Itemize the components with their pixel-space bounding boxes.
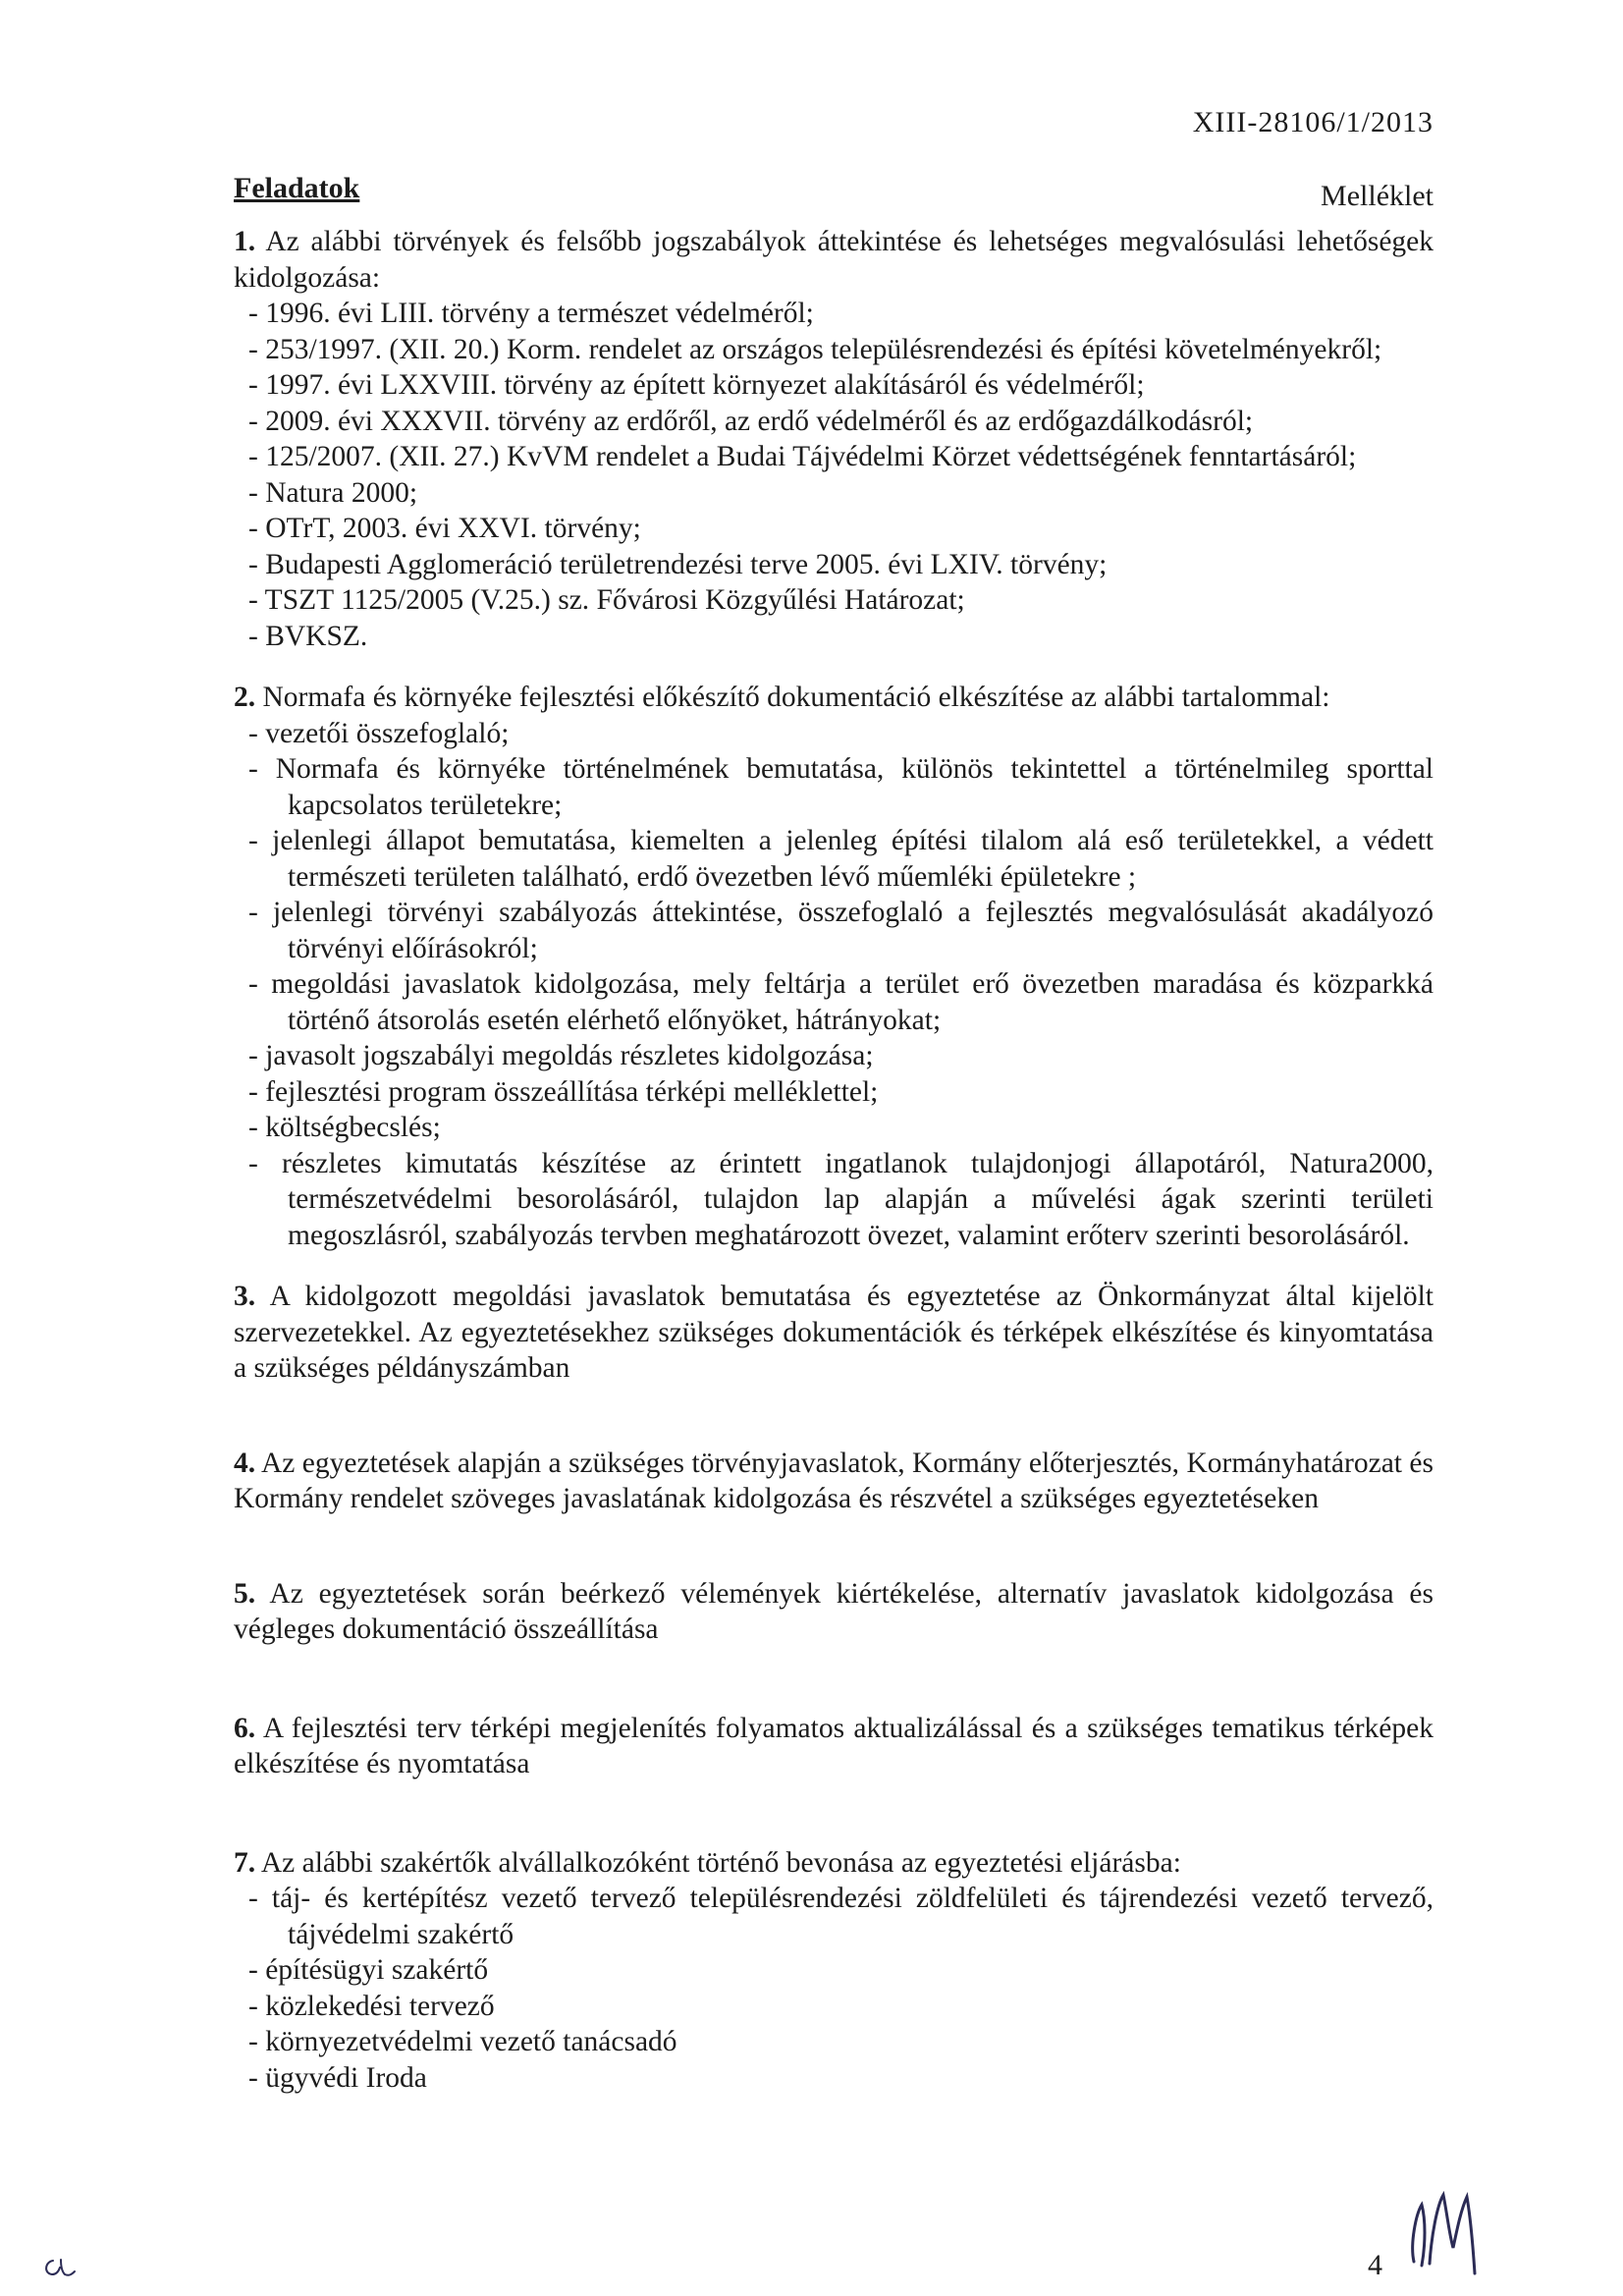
task-7 [234,1845,1434,1882]
page-title: Feladatok [234,172,360,204]
task-number: 7. [234,1846,256,1879]
list-item: - 2009. évi XXXVII. törvény az erdőről, az erdő védelméről és az erdőgazdálkodásról; [248,405,1254,437]
task-text: Az egyeztetések során beérkező vélemények kiértékelése, alternatív javaslatok kidolgozása és végleges dokumentáció összeállítása [234,1577,1434,1645]
task-1-items [234,296,1434,654]
list-item: - közlekedési tervező [248,1990,495,2022]
task-text: Az alábbi törvények és felsőbb jogszabályok áttekintése és lehetséges megvalósulási lehetőségek kidolgozása: [234,226,1434,294]
list-item: - táj- és kertépítész vezető tervező településrendezési zöldfelületi és tájrendezési vezető tervező, tájvédelmi szakértő [248,1883,1434,1950]
task-number: 3. [234,1281,256,1312]
task-7-items [234,1881,1434,2096]
task-number: 1. [234,226,256,257]
task-list [234,224,1434,2096]
task-number: 2. [234,682,256,713]
task-2-items [234,716,1434,1254]
list-item: - TSZT 1125/2005 (V.25.) sz. Fővárosi Közgyűlési Határozat; [248,584,965,616]
task-number: 6. [234,1712,256,1744]
list-item: - Budapesti Agglomeráció területrendezési terve 2005. évi LXIV. törvény; [248,548,1108,580]
handwritten-margin-mark [39,2256,79,2281]
list-item: - fejlesztési program összeállítása térképi melléklettel; [248,1075,879,1108]
task-text: Az egyeztetések alapján a szükséges törvényjavaslatok, Kormány előterjesztés, Kormányhatározat és Kormány rendelet szöveges javaslatának kidolgozása és részvétel a szükséges egyeztetéseken [234,1447,1434,1514]
handwritten-initials [1392,2175,1500,2283]
task-3 [234,1279,1434,1387]
task-text: A kidolgozott megoldási javaslatok bemutatása és egyeztetése az Önkormányzat által kijelölt szervezetekkel. Az egyeztetésekhez szükséges dokumentációk és térképek elkészítése és kinyomtatása a szükséges példányszámban [234,1281,1434,1384]
list-item: - részletes kimutatás készítése az érintett ingatlanok tulajdonjogi állapotáról, Natura2000, természetvédelmi besorolásáról, tulajdon lap alapján a művelési ágak szerinti területi megoszlásról, szabályozás tervben meghatározott övezet, valamint erőterv szerinti besorolásáról. [248,1147,1434,1251]
list-item: - jelenlegi állapot bemutatása, kiemelten a jelenleg építési tilalom alá eső területekkel, a védett természeti területen található, erdő övezetben lévő műemléki épületekre ; [248,825,1434,893]
task-5 [234,1576,1434,1648]
list-item: - környezetvédelmi vezető tanácsadó [248,2026,677,2057]
list-item: - jelenlegi törvényi szabályozás áttekintése, összefoglaló a fejlesztés megvalósulását akadályozó törvényi előírásokról; [248,897,1434,964]
task-text: Az alábbi szakértők alvállalkozóként történő bevonása az egyeztetési eljárásba: [260,1846,1181,1879]
list-item: - megoldási javaslatok kidolgozása, mely feltárja a terület erő övezetben maradása és közparkká történő átsorolás esetén elérhető előnyöket, hátrányokat; [248,968,1434,1036]
list-item: - költségbecslés; [248,1112,441,1143]
list-item: - Normafa és környéke történelmének bemutatása, különös tekintettel a történelmileg sporttal kapcsolatos területekre; [248,753,1434,821]
annex-label: Melléklet [1321,180,1434,212]
list-item: - ügyvédi Iroda [248,2061,427,2094]
task-number: 5. [234,1577,256,1610]
page-number: 4 [1368,2249,1382,2281]
list-item: - 1996. évi LIII. törvény a természet védelméről; [248,298,814,329]
task-1 [234,224,1434,296]
task-6 [234,1711,1434,1782]
task-number: 4. [234,1447,256,1479]
list-item: - 125/2007. (XII. 27.) KvVM rendelet a Budai Tájvédelmi Körzet védettségének fenntartásáról; [248,441,1357,472]
document-number: XIII-28106/1/2013 [1192,106,1434,138]
task-text: A fejlesztési terv térképi megjelenítés folyamatos aktualizálással és a szükséges tematikus térképek elkészítése és nyomtatása [234,1712,1434,1779]
list-item: - javasolt jogszabályi megoldás részletes kidolgozása; [248,1040,874,1071]
list-item: - Natura 2000; [248,476,418,509]
list-item: - vezetői összefoglaló; [248,717,510,749]
list-item: - 253/1997. (XII. 20.) Korm. rendelet az országos településrendezési és építési követelményekről; [248,333,1382,365]
task-text: Normafa és környéke fejlesztési előkészítő dokumentáció elkészítése az alábbi tartalommal: [262,682,1330,713]
list-item: - BVKSZ. [248,620,368,652]
list-item: - építésügyi szakértő [248,1954,489,1986]
task-4 [234,1446,1434,1517]
list-item: - OTrT, 2003. évi XXVI. törvény; [248,513,641,544]
task-2 [234,680,1434,716]
list-item: - 1997. évi LXXVIII. törvény az épített környezet alakításáról és védelméről; [248,369,1145,401]
